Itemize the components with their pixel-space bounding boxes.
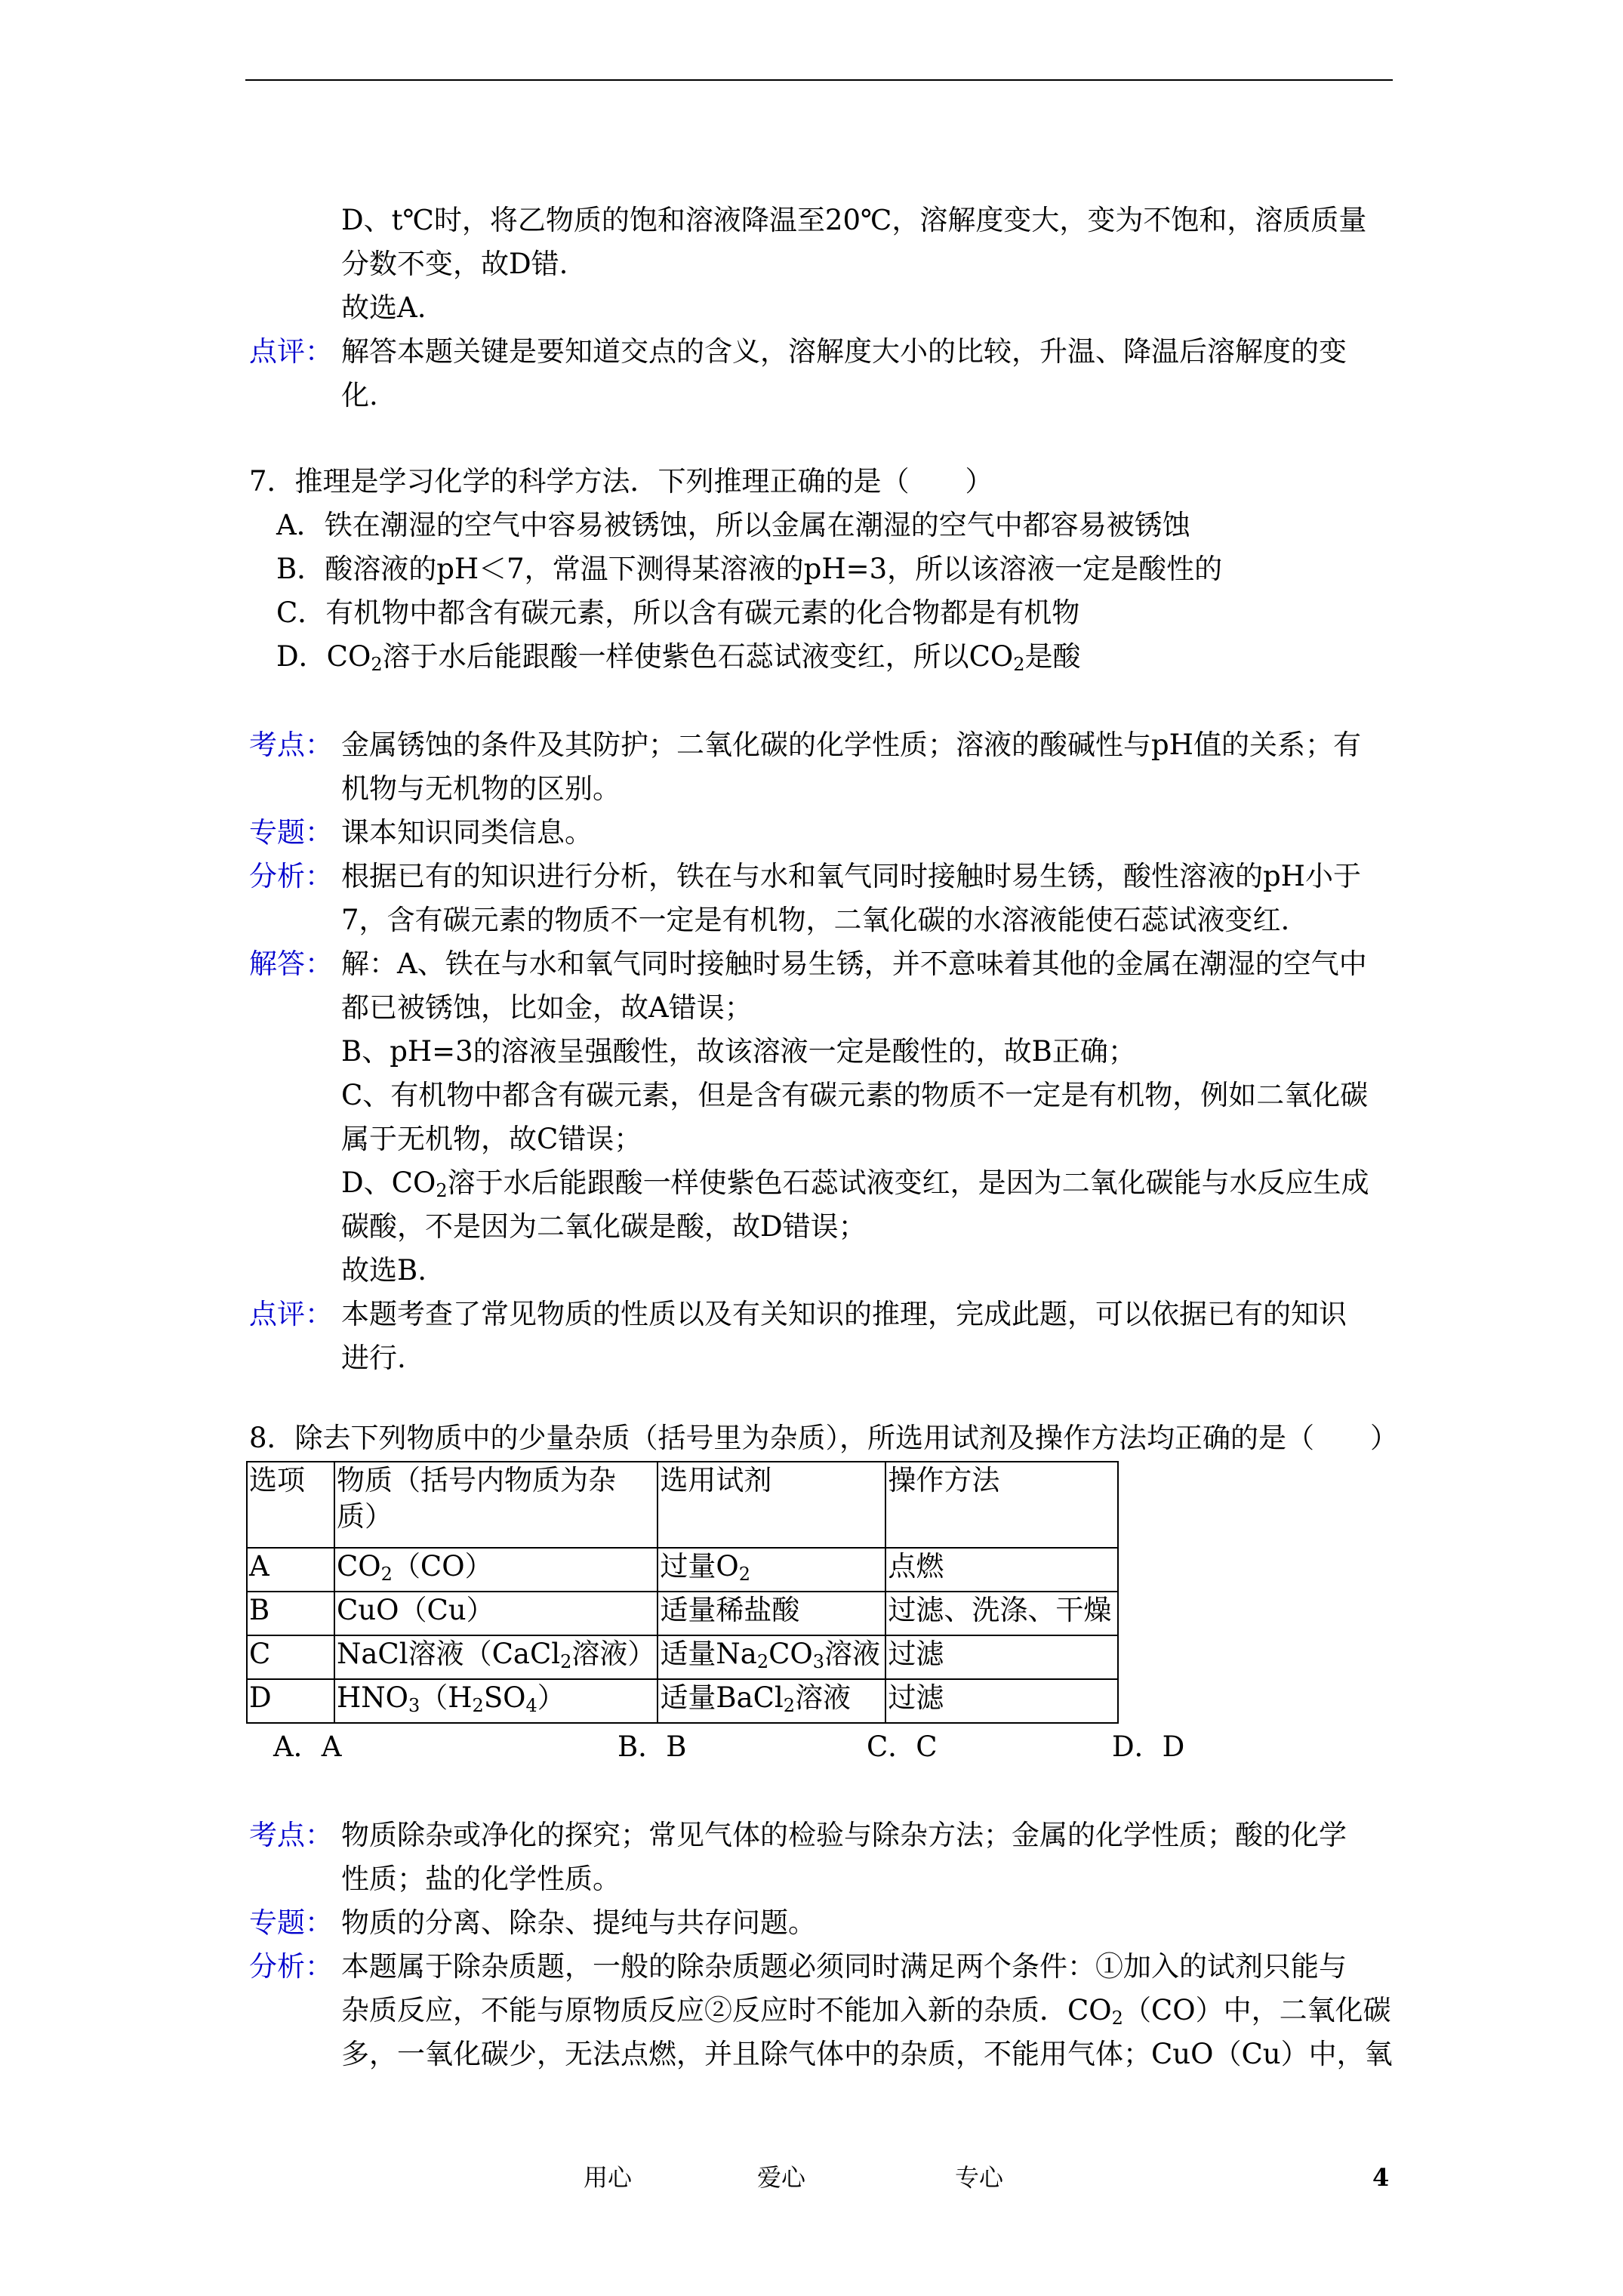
table-cell: 过量$O_2$ — [658, 1548, 885, 1592]
comment-text: 化. — [341, 379, 378, 411]
option-b: B．酸溶液的pH＜7，常温下测得某溶液的pH=3，所以该溶液一定是酸性的 — [276, 553, 1223, 585]
table-header-row — [247, 1462, 1118, 1548]
options-table — [246, 1461, 1119, 1724]
table-cell: 适量稀盐酸 — [658, 1592, 885, 1635]
table-cell: A — [247, 1548, 334, 1592]
kaodian-text: 性质；盐的化学性质。 — [341, 1863, 621, 1895]
jieda-text: 碳酸，不是因为二氧化碳是酸，故D错误； — [341, 1210, 867, 1243]
option-d: D．$CO_2$溶于水后能跟酸一样使紫色石蕊试液变红，所以$CO_2$是酸 — [276, 640, 1081, 675]
choice-a: A．A — [273, 1730, 342, 1763]
jieda-text: 属于无机物，故C错误； — [341, 1123, 642, 1155]
jieda-text: 故选B. — [341, 1254, 427, 1287]
answer-line: D、t℃时，将乙物质的饱和溶液降温至20℃，溶解度变大，变为不饱和，溶质质量 — [341, 204, 1367, 236]
comment-text: 进行. — [341, 1342, 406, 1374]
table-row — [247, 1592, 1118, 1635]
comment-label: 点评： — [249, 335, 333, 368]
table-cell: D — [247, 1679, 334, 1723]
table-header-cell: 选项 — [247, 1462, 334, 1548]
header-rule — [245, 79, 1393, 81]
kaodian-text: 金属锈蚀的条件及其防护；二氧化碳的化学性质；溶液的酸碱性与pH值的关系；有 — [341, 729, 1361, 761]
table-cell: B — [247, 1592, 334, 1635]
jieda-text: B、pH=3的溶液呈强酸性，故该溶液一定是酸性的，故B正确； — [341, 1035, 1136, 1068]
zhuanti-text: 课本知识同类信息。 — [341, 816, 593, 849]
table-cell: 过滤 — [885, 1679, 1118, 1723]
fenxi-text: 本题属于除杂质题，一般的除杂质题必须同时满足两个条件：①加入的试剂只能与 — [341, 1950, 1347, 1983]
question-stem: 7．推理是学习化学的科学方法．下列推理正确的是（ ） — [249, 465, 993, 498]
choice-c: C．C — [867, 1730, 938, 1763]
answer-line: 故选A. — [341, 291, 427, 324]
fenxi-text: 杂质反应，不能与原物质反应②反应时不能加入新的杂质．$CO_2(CO)$中，二氧化碳 — [341, 1994, 1391, 2029]
footer-word: 专心 — [955, 2163, 1004, 2192]
fenxi-text: 7，含有碳元素的物质不一定是有机物，二氧化碳的水溶液能使石蕊试液变红. — [341, 904, 1290, 936]
question-stem: 8．除去下列物质中的少量杂质（括号里为杂质），所选用试剂及操作方法均正确的是（ ） — [249, 1422, 1399, 1454]
zhuanti-label: 专题： — [249, 816, 333, 849]
kaodian-text: 机物与无机物的区别。 — [341, 772, 621, 805]
table-cell: 适量$Na_2CO_3$溶液 — [658, 1635, 885, 1679]
jieda-text: 都已被锈蚀，比如金，故A错误； — [341, 991, 753, 1024]
jieda-label: 解答： — [249, 948, 333, 980]
table-row — [247, 1548, 1118, 1592]
option-c: C．有机物中都含有碳元素，所以含有碳元素的化合物都是有机物 — [276, 596, 1080, 629]
table-cell: 过滤 — [885, 1635, 1118, 1679]
table-cell: 过滤、洗涤、干燥 — [885, 1592, 1118, 1635]
table-header-cell: 操作方法 — [885, 1462, 1118, 1548]
table-header-cell: 物质（括号内物质为杂 质） — [334, 1462, 658, 1548]
fenxi-text: 根据已有的知识进行分析，铁在与水和氧气同时接触时易生锈，酸性溶液的pH小于 — [341, 860, 1361, 892]
comment-text: 本题考查了常见物质的性质以及有关知识的推理，完成此题，可以依据已有的知识 — [341, 1298, 1347, 1330]
jieda-text: D、$CO_2$溶于水后能跟酸一样使紫色石蕊试液变红，是因为二氧化碳能与水反应生成 — [341, 1166, 1369, 1201]
table-row — [247, 1679, 1118, 1723]
kaodian-label: 考点： — [249, 729, 333, 761]
zhuanti-label: 专题： — [249, 1906, 333, 1939]
kaodian-text: 物质除杂或净化的探究；常见气体的检验与除杂方法；金属的化学性质；酸的化学 — [341, 1819, 1347, 1851]
fenxi-text: 多，一氧化碳少，无法点燃，并且除气体中的杂质，不能用气体；CuO（Cu）中，氧 — [341, 2038, 1393, 2070]
table-cell: 适量BaCl$_2$溶液 — [658, 1679, 885, 1723]
kaodian-label: 考点： — [249, 1819, 333, 1851]
comment-label: 点评： — [249, 1298, 333, 1330]
table-row — [247, 1635, 1118, 1679]
table-cell: CuO（Cu） — [334, 1592, 658, 1635]
table-header-cell: 选用试剂 — [658, 1462, 885, 1548]
footer-word: 用心 — [584, 2163, 633, 2192]
fenxi-label: 分析： — [249, 1950, 333, 1983]
choice-d: D．D — [1112, 1730, 1185, 1763]
jieda-text: 解：A、铁在与水和氧气同时接触时易生锈，并不意味着其他的金属在潮湿的空气中 — [341, 948, 1367, 980]
jieda-text: C、有机物中都含有碳元素，但是含有碳元素的物质不一定是有机物，例如二氧化碳 — [341, 1079, 1369, 1111]
table-cell: NaCl溶液（CaCl$_2$溶液） — [334, 1635, 658, 1679]
option-a: A．铁在潮湿的空气中容易被锈蚀，所以金属在潮湿的空气中都容易被锈蚀 — [276, 509, 1190, 541]
table-cell: 点燃 — [885, 1548, 1118, 1592]
fenxi-label: 分析： — [249, 860, 333, 892]
footer-word: 爱心 — [757, 2163, 806, 2192]
table-cell: $HNO_3(H_2SO_4)$ — [334, 1679, 658, 1723]
answer-line: 分数不变，故D错. — [341, 248, 568, 280]
table-cell: $CO_2(CO)$ — [334, 1548, 658, 1592]
table-cell: C — [247, 1635, 334, 1679]
choice-b: B．B — [617, 1730, 687, 1763]
zhuanti-text: 物质的分离、除杂、提纯与共存问题。 — [341, 1906, 816, 1939]
page-number: 4 — [1372, 2163, 1390, 2192]
comment-text: 解答本题关键是要知道交点的含义，溶解度大小的比较，升温、降温后溶解度的变 — [341, 335, 1347, 368]
